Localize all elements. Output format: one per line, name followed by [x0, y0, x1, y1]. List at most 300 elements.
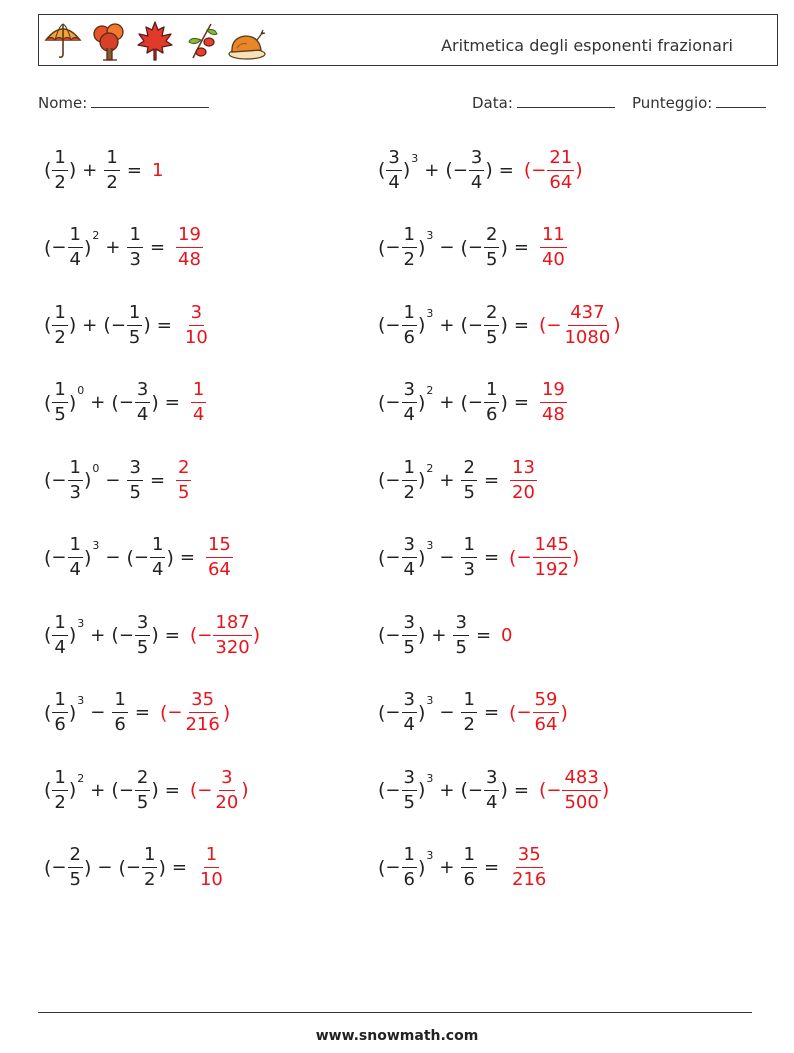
- minus-sign: −: [118, 779, 134, 801]
- close-paren: ): [68, 779, 77, 801]
- operator: −: [97, 857, 113, 878]
- open-paren: (: [44, 701, 52, 724]
- problem-10: [44, 838, 226, 898]
- fraction: [402, 846, 417, 889]
- denominator: 20: [512, 481, 535, 503]
- numerator: 1: [142, 846, 157, 868]
- close-paren: ): [485, 159, 493, 181]
- numerator: 35: [516, 846, 543, 868]
- term-b: [111, 766, 159, 813]
- answer: [175, 456, 192, 503]
- minus-sign: −: [531, 159, 547, 181]
- term-a: [378, 146, 419, 193]
- numerator: 145: [533, 536, 571, 558]
- fraction: [213, 766, 240, 813]
- open-paren: (: [538, 314, 547, 336]
- exponent: 2: [426, 384, 434, 397]
- operator: +: [90, 392, 106, 413]
- close-paren: ): [68, 701, 77, 724]
- name-label: Nome:: [38, 94, 88, 112]
- open-paren: (: [44, 236, 52, 259]
- exponent: 3: [426, 539, 434, 552]
- close-paren: ): [68, 624, 77, 646]
- fraction: [112, 691, 127, 734]
- answer: [160, 691, 230, 734]
- close-paren: ): [83, 856, 92, 879]
- exponent: 2: [426, 461, 434, 475]
- denominator: 64: [207, 559, 231, 580]
- exponent: 0: [92, 461, 100, 475]
- problem-8: [44, 683, 230, 743]
- open-paren: (: [460, 314, 468, 336]
- denominator: 4: [403, 714, 415, 735]
- fraction: [402, 301, 417, 348]
- fraction: [127, 226, 142, 269]
- exponent: 3: [92, 539, 100, 552]
- minus-sign: −: [467, 314, 483, 336]
- numerator: 1: [52, 381, 67, 403]
- denominator: 5: [54, 404, 66, 425]
- minus-sign: −: [51, 237, 67, 258]
- fraction: [206, 536, 233, 579]
- open-paren: (: [509, 546, 517, 569]
- answer: [189, 611, 261, 658]
- close-paren: ): [151, 624, 159, 646]
- fraction: [510, 456, 537, 503]
- problem-16: [378, 528, 579, 588]
- denominator: 5: [403, 636, 415, 658]
- fraction: [402, 536, 417, 579]
- close-paren: ): [402, 159, 411, 181]
- problem-2: [44, 218, 204, 278]
- equals-sign: =: [483, 857, 500, 878]
- numerator: 3: [127, 459, 142, 481]
- equals-sign: =: [149, 469, 166, 491]
- score-blank: [716, 93, 766, 108]
- numerator: 3: [135, 614, 150, 636]
- problem-6: [44, 528, 234, 588]
- close-paren: ): [500, 779, 508, 801]
- term-a: [44, 611, 85, 658]
- denominator: 216: [185, 714, 220, 735]
- numerator: 3: [402, 614, 417, 636]
- numerator: 3: [469, 149, 484, 171]
- denominator: 4: [470, 171, 483, 193]
- numerator: 19: [176, 226, 203, 248]
- exponent: 3: [411, 151, 419, 165]
- open-paren: (: [44, 314, 52, 336]
- minus-sign: −: [385, 779, 401, 801]
- term-b: [460, 691, 477, 734]
- denominator: 5: [69, 869, 81, 890]
- open-paren: (: [44, 779, 52, 801]
- close-paren: ): [417, 314, 426, 336]
- fraction: [402, 381, 417, 424]
- term-a: [378, 536, 433, 579]
- minus-sign: −: [385, 392, 401, 413]
- term-b: [111, 691, 128, 734]
- equals-sign: =: [156, 314, 172, 336]
- answer: [509, 456, 538, 503]
- open-paren: (: [44, 546, 52, 569]
- numerator: 3: [189, 304, 204, 326]
- term-b: [126, 226, 143, 269]
- denominator: 2: [403, 249, 415, 270]
- fraction: [191, 381, 206, 424]
- numerator: 2: [461, 459, 476, 481]
- fraction: [183, 691, 221, 734]
- answer: [509, 536, 579, 579]
- exponent: 2: [92, 229, 100, 242]
- equals-sign: =: [149, 237, 166, 258]
- minus-sign: −: [452, 159, 468, 181]
- term-a: [44, 536, 99, 579]
- term-b: [126, 536, 173, 579]
- close-paren: ): [571, 546, 580, 569]
- term-b: [460, 226, 507, 269]
- open-paren: (: [378, 469, 386, 491]
- fraction: [484, 301, 499, 348]
- term-b: [460, 301, 508, 348]
- operator: −: [439, 547, 455, 568]
- open-paren: (: [378, 159, 386, 181]
- answer: [538, 301, 621, 348]
- answer: [205, 536, 234, 579]
- answer: [539, 226, 568, 269]
- fraction: [68, 846, 83, 889]
- numerator: 1: [150, 536, 165, 558]
- answer: [509, 691, 568, 734]
- minus-sign: −: [385, 702, 401, 723]
- denominator: 2: [54, 171, 66, 193]
- fraction: [52, 766, 67, 813]
- problem-1: [44, 140, 163, 200]
- close-paren: ): [83, 469, 92, 491]
- denominator: 3: [129, 249, 141, 270]
- denominator: 3: [69, 481, 81, 503]
- numerator: 2: [176, 459, 191, 481]
- numerator: 437: [568, 304, 606, 326]
- denominator: 6: [403, 869, 415, 890]
- equals-sign: =: [134, 702, 150, 723]
- score-label: Punteggio:: [632, 94, 713, 112]
- answer-integer: 1: [151, 159, 164, 181]
- fraction: [176, 226, 203, 269]
- fraction: [183, 301, 210, 348]
- term-a: [44, 301, 77, 348]
- denominator: 5: [463, 481, 475, 503]
- denominator: 2: [463, 714, 475, 735]
- denominator: 10: [199, 869, 223, 890]
- footer-url: www.snowmath.com: [315, 1028, 479, 1044]
- term-b: [126, 456, 143, 503]
- minus-sign: −: [118, 624, 134, 646]
- open-paren: (: [159, 701, 168, 724]
- denominator: 2: [54, 326, 66, 348]
- fraction: [135, 766, 150, 813]
- denominator: 20: [215, 791, 239, 813]
- numerator: 483: [562, 769, 600, 791]
- worksheet-title: Aritmetica degli esponenti frazionari: [441, 36, 733, 55]
- operator: +: [82, 314, 98, 336]
- minus-sign: −: [385, 857, 401, 878]
- exponent: 2: [77, 771, 85, 785]
- term-a: [378, 691, 433, 734]
- numerator: 2: [135, 769, 150, 791]
- open-paren: (: [189, 624, 198, 646]
- numerator: 1: [191, 381, 206, 403]
- denominator: 4: [54, 636, 66, 658]
- fraction: [135, 611, 150, 658]
- exponent: 3: [426, 694, 434, 707]
- open-paren: (: [189, 779, 198, 801]
- problem-9: [44, 760, 249, 820]
- close-paren: ): [417, 546, 426, 569]
- fraction: [484, 766, 499, 813]
- denominator: 6: [486, 404, 498, 425]
- fraction: [461, 536, 476, 579]
- fraction: [402, 691, 417, 734]
- fraction: [68, 536, 83, 579]
- minus-sign: −: [197, 624, 213, 646]
- problem-13: [378, 295, 621, 355]
- numerator: 19: [540, 381, 567, 403]
- denominator: 6: [463, 869, 475, 890]
- minus-sign: −: [110, 314, 126, 336]
- problem-20: [378, 838, 549, 898]
- denominator: 4: [69, 249, 81, 270]
- operator: −: [105, 547, 121, 568]
- close-paren: ): [613, 314, 621, 336]
- numerator: 1: [204, 846, 219, 868]
- problem-7: [44, 605, 260, 665]
- operator: +: [90, 624, 106, 646]
- operator: +: [439, 392, 455, 413]
- numerator: 3: [402, 536, 417, 558]
- minus-sign: −: [125, 857, 141, 878]
- fraction: [127, 456, 142, 503]
- equals-sign: =: [164, 624, 180, 646]
- numerator: 2: [484, 226, 499, 248]
- open-paren: (: [378, 624, 386, 646]
- answer: [538, 766, 610, 813]
- minus-sign: −: [467, 237, 483, 258]
- open-paren: (: [509, 701, 517, 724]
- answer: [189, 766, 249, 813]
- term-a: [378, 846, 433, 889]
- fraction: [198, 846, 225, 889]
- open-paren: (: [378, 856, 386, 879]
- numerator: 3: [386, 149, 401, 171]
- numerator: 1: [461, 691, 476, 713]
- denominator: 2: [144, 869, 156, 890]
- operator: −: [439, 702, 455, 723]
- open-paren: (: [378, 546, 386, 569]
- equals-sign: =: [171, 857, 187, 878]
- close-paren: ): [417, 469, 426, 491]
- numerator: 11: [540, 226, 567, 248]
- fraction: [52, 381, 67, 424]
- minus-sign: −: [516, 702, 532, 723]
- umbrella-icon: [43, 20, 83, 62]
- rosehip-branch-icon: [181, 20, 221, 62]
- denominator: 5: [486, 326, 498, 348]
- equals-sign: =: [179, 547, 195, 568]
- denominator: 4: [486, 791, 498, 813]
- denominator: 6: [403, 326, 415, 348]
- fraction: [386, 146, 401, 193]
- autumn-tree-icon: [89, 20, 129, 62]
- header-icons: [43, 20, 267, 62]
- equals-sign: =: [483, 469, 500, 491]
- answer: [539, 381, 568, 424]
- exponent: 3: [426, 771, 434, 785]
- denominator: 5: [128, 326, 141, 348]
- equals-sign: =: [164, 392, 180, 413]
- header-box: [38, 14, 778, 66]
- minus-sign: −: [385, 314, 401, 336]
- minus-sign: −: [197, 779, 213, 801]
- fraction: [484, 226, 499, 269]
- fraction: [510, 846, 548, 889]
- denominator: 5: [129, 481, 141, 503]
- numerator: 21: [547, 149, 574, 171]
- minus-sign: −: [385, 624, 401, 646]
- close-paren: ): [222, 701, 231, 724]
- problem-4: [44, 373, 207, 433]
- close-paren: ): [158, 856, 166, 879]
- answer: [501, 625, 512, 646]
- exponent: 3: [426, 229, 434, 242]
- minus-sign: −: [467, 779, 483, 801]
- term-a: [44, 456, 100, 503]
- answer: [523, 146, 583, 193]
- close-paren: ): [417, 236, 426, 259]
- minus-sign: −: [51, 469, 67, 491]
- equals-sign: =: [164, 779, 180, 801]
- denominator: 5: [136, 791, 149, 813]
- operator: +: [105, 237, 121, 258]
- close-paren: ): [143, 314, 151, 336]
- fraction: [562, 301, 612, 348]
- term-b: [111, 381, 158, 424]
- minus-sign: −: [133, 547, 149, 568]
- denominator: 5: [455, 636, 467, 658]
- maple-leaf-icon: [135, 20, 175, 62]
- open-paren: (: [126, 546, 134, 569]
- fraction: [52, 691, 67, 734]
- fraction: [533, 536, 571, 579]
- fraction: [52, 301, 67, 348]
- answer: [190, 381, 207, 424]
- open-paren: (: [111, 779, 119, 801]
- numerator: 1: [461, 536, 476, 558]
- denominator: 4: [388, 171, 400, 193]
- denominator: 500: [564, 791, 599, 813]
- problem-19: [378, 760, 609, 820]
- operator: +: [439, 469, 455, 491]
- term-b: [460, 456, 477, 503]
- operator: +: [439, 857, 455, 878]
- fraction: [461, 456, 476, 503]
- operator: +: [90, 779, 106, 801]
- denominator: 4: [136, 404, 149, 425]
- numerator: 3: [402, 769, 417, 791]
- denominator: 40: [541, 249, 565, 270]
- fraction: [104, 146, 119, 193]
- fraction: [484, 381, 499, 424]
- denominator: 1080: [564, 326, 611, 348]
- name-blank: [91, 93, 209, 108]
- operator: −: [90, 702, 106, 723]
- numerator: 187: [213, 614, 251, 636]
- denominator: 5: [136, 636, 149, 658]
- numerator: 3: [453, 614, 468, 636]
- close-paren: ): [417, 624, 426, 646]
- numerator: 1: [68, 536, 83, 558]
- term-a: [44, 146, 77, 193]
- fraction: [540, 381, 567, 424]
- numerator: 1: [112, 691, 127, 713]
- term-a: [378, 381, 433, 424]
- minus-sign: −: [516, 547, 532, 568]
- minus-sign: −: [51, 547, 67, 568]
- term-a: [44, 381, 84, 424]
- denominator: 2: [403, 481, 415, 503]
- denominator: 48: [178, 249, 201, 270]
- term-b: [445, 146, 493, 193]
- close-paren: ): [83, 546, 92, 569]
- denominator: 6: [114, 714, 126, 735]
- exponent: 3: [77, 694, 85, 707]
- open-paren: (: [378, 779, 386, 801]
- fraction: [68, 226, 83, 269]
- term-a: [378, 301, 434, 348]
- term-a: [378, 226, 433, 269]
- fraction: [540, 226, 567, 269]
- denominator: 2: [54, 791, 66, 813]
- numerator: 1: [52, 691, 67, 713]
- numerator: 13: [510, 459, 537, 481]
- term-b: [460, 536, 477, 579]
- open-paren: (: [111, 624, 119, 646]
- open-paren: (: [44, 391, 52, 414]
- close-paren: ): [83, 236, 92, 259]
- numerator: 1: [52, 614, 67, 636]
- fraction: [142, 846, 157, 889]
- numerator: 1: [461, 846, 476, 868]
- minus-sign: −: [385, 237, 401, 258]
- fraction: [135, 381, 150, 424]
- operator: +: [424, 159, 440, 181]
- denominator: 2: [106, 171, 118, 193]
- equals-sign: =: [513, 392, 529, 413]
- open-paren: (: [44, 469, 52, 491]
- problem-17: [378, 605, 512, 665]
- fraction: [213, 611, 251, 658]
- close-paren: ): [575, 159, 583, 181]
- close-paren: ): [417, 701, 426, 724]
- fraction: [402, 766, 417, 813]
- denominator: 10: [184, 326, 208, 348]
- numerator: 1: [402, 459, 417, 481]
- minus-sign: −: [546, 779, 562, 801]
- open-paren: (: [111, 391, 119, 414]
- minus-sign: −: [467, 392, 483, 413]
- fraction: [176, 456, 191, 503]
- open-paren: (: [378, 701, 386, 724]
- open-paren: (: [378, 314, 386, 336]
